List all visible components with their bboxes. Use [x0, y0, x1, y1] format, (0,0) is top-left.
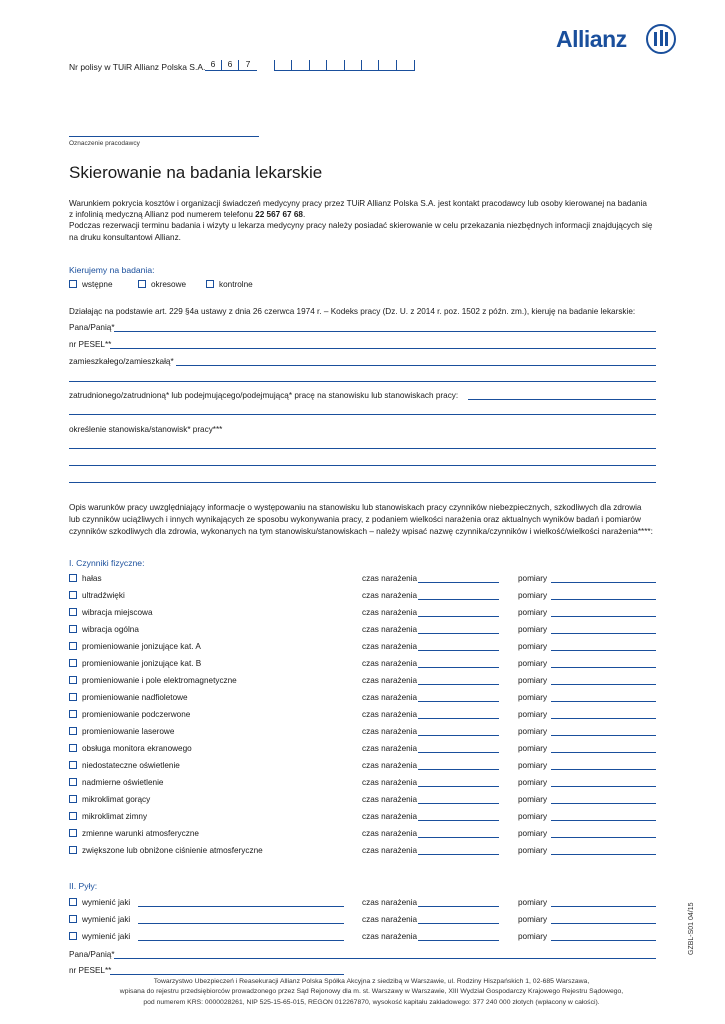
factor-row[interactable]	[69, 608, 153, 617]
measurement-field[interactable]	[551, 803, 656, 804]
dust-name-input[interactable]	[138, 923, 344, 924]
exposure-time-label: czas narażenia	[362, 591, 418, 600]
checkbox-icon[interactable]	[69, 761, 77, 769]
policy-digit: 6	[205, 60, 222, 70]
checkbox-icon[interactable]	[69, 744, 77, 752]
factor-label: promieniowanie podczerwone	[82, 710, 191, 719]
measurement-label: pomiary	[518, 932, 548, 941]
factor-label: wibracja ogólna	[82, 625, 139, 634]
measurement-label: pomiary	[518, 778, 548, 787]
checkbox-icon[interactable]	[69, 846, 77, 854]
policy-digit: 7	[245, 59, 251, 69]
factor-row[interactable]	[69, 778, 163, 787]
checkbox-icon[interactable]	[69, 727, 77, 735]
policy-number-input[interactable]	[274, 60, 415, 71]
factor-row[interactable]	[69, 744, 192, 753]
name-label: Pana/Panią*	[69, 323, 115, 332]
checkbox-icon[interactable]	[69, 915, 77, 923]
factor-row[interactable]	[69, 727, 174, 736]
employer-signature-line[interactable]	[69, 136, 259, 137]
dust-row[interactable]	[69, 898, 130, 907]
checkbox-icon[interactable]	[69, 642, 77, 650]
address-field-line2[interactable]	[69, 381, 656, 382]
exposure-time-field[interactable]	[418, 786, 499, 787]
section-physical-heading: I. Czynniki fizyczne:	[69, 558, 145, 568]
factor-label: zwiększone lub obniżone ciśnienie atmosferyczne	[82, 846, 263, 855]
factor-row[interactable]	[69, 829, 199, 838]
factor-row[interactable]	[69, 710, 190, 719]
employed-label: zatrudnionego/zatrudnioną* lub podejmującego/podejmującą* pracę na stanowisku lub stanowiskach pracy:	[69, 391, 459, 400]
exposure-time-field[interactable]	[418, 633, 499, 634]
intro-line: Warunkiem pokrycia kosztów i organizacji świadczeń medycyny pracy przez TUiR Allianz Polska S.A. jest kontakt pracodawcy lub osoby kierowanej na badania	[69, 199, 647, 208]
dust-pesel-field[interactable]	[110, 974, 344, 975]
checkbox-icon[interactable]	[69, 932, 77, 940]
conditions-line: czynników szkodliwych dla zdrowia, wykonanych na tym stanowisku/stanowiskach – należy wpisać nazwę czynnika/czynników i wielkość/wielkości narażenia****:	[69, 526, 653, 536]
section-dust-heading: II. Pyły:	[69, 881, 98, 891]
dust-row[interactable]	[69, 932, 130, 941]
exposure-time-field[interactable]	[418, 820, 499, 821]
dust-pesel-label: nr PESEL**	[69, 966, 112, 975]
footer-line: pod numerem KRS: 0000028261, NIP 525-15-65-015, REGON 012267870, wysokość kapitału zakładowego: 377 240 000 złotych (wpłacony w całości).	[143, 998, 600, 1006]
factor-label: hałas	[82, 574, 102, 583]
exposure-time-label: czas narażenia	[362, 795, 418, 804]
dust-row[interactable]	[69, 915, 130, 924]
measurement-field[interactable]	[551, 582, 656, 583]
footer-line: Towarzystwo Ubezpieczeń i Reasekuracji Allianz Polska Spółka Akcyjna z siedzibą w Warszawie, ul. Rodziny Hiszpańskich 1, 02-685 Warszawa,	[153, 978, 590, 985]
measurement-label: pomiary	[518, 642, 548, 651]
exposure-time-label: czas narażenia	[362, 846, 418, 855]
checkbox-kontrolne[interactable]: kontrolne	[206, 280, 253, 289]
measurement-field[interactable]	[551, 752, 656, 753]
address-field[interactable]	[176, 365, 656, 366]
exposure-time-label: czas narażenia	[362, 744, 418, 753]
checkbox-icon[interactable]	[69, 659, 77, 667]
exposure-time-field[interactable]	[418, 837, 499, 838]
checkbox-icon[interactable]	[69, 625, 77, 633]
intro-paragraph	[69, 198, 659, 243]
factor-label: obsługa monitora ekranowego	[82, 744, 192, 753]
measurement-label: pomiary	[518, 915, 548, 924]
dust-name-input[interactable]	[138, 940, 344, 941]
exposure-time-field[interactable]	[418, 650, 499, 651]
pesel-label: nr PESEL**	[69, 340, 112, 349]
checkbox-okresowe[interactable]: okresowe	[138, 280, 186, 289]
conditions-line: Opis warunków pracy uwzględniający informacje o występowaniu na stanowisku lub stanowiskach pracy czynników niebezpiecznych, szkodliwych dla zdrowia	[69, 503, 642, 512]
employer-caption: Oznaczenie pracodawcy	[69, 140, 140, 147]
measurement-field[interactable]	[551, 923, 656, 924]
exam-type-heading: Kierujemy na badania:	[69, 265, 155, 275]
measurement-field[interactable]	[551, 906, 656, 907]
exposure-time-label: czas narażenia	[362, 608, 418, 617]
position-field-line1[interactable]	[69, 448, 656, 449]
factor-label: nadmierne oświetlenie	[82, 778, 164, 787]
checkbox-icon[interactable]	[69, 710, 77, 718]
factor-label: promieniowanie jonizujące kat. B	[82, 659, 202, 668]
phone-number: 22 567 67 68	[255, 210, 303, 220]
exposure-time-label: czas narażenia	[362, 574, 418, 583]
exposure-time-field[interactable]	[418, 752, 499, 753]
exposure-time-field[interactable]	[418, 684, 499, 685]
factor-row[interactable]	[69, 659, 201, 668]
measurement-label: pomiary	[518, 761, 548, 770]
exposure-time-label: czas narażenia	[362, 710, 418, 719]
measurement-label: pomiary	[518, 608, 548, 617]
exposure-time-label: czas narażenia	[362, 761, 418, 770]
measurement-label: pomiary	[518, 898, 548, 907]
measurement-field[interactable]	[551, 735, 656, 736]
position-field-line2[interactable]	[69, 465, 656, 466]
dust-label: wymienić jaki	[82, 915, 131, 924]
address-label: zamieszkałego/zamieszkałą*	[69, 357, 174, 366]
measurement-field[interactable]	[551, 940, 656, 941]
measurement-field[interactable]	[551, 599, 656, 600]
measurement-label: pomiary	[518, 795, 548, 804]
pesel-field[interactable]	[110, 348, 656, 349]
intro-line: z infolinią medyczną Allianz pod numerem telefonu 22 567 67 68.	[69, 210, 306, 220]
exposure-time-field[interactable]	[418, 667, 499, 668]
measurement-field[interactable]	[551, 616, 656, 617]
checkbox-icon[interactable]	[69, 280, 77, 288]
measurement-label: pomiary	[518, 591, 548, 600]
exposure-time-field[interactable]	[418, 769, 499, 770]
factor-label: promieniowanie i pole elektromagnetyczne	[82, 676, 237, 685]
checkbox-icon[interactable]	[69, 591, 77, 599]
footer-line: wpisana do rejestru przedsiębiorców prowadzonego przez Sąd Rejonowy dla m. st. Warszawy w Warszawie, XIII Wydział Gospodarczy Krajowego Rejestru Sądowego,	[119, 988, 624, 996]
factor-label: ultradźwięki	[82, 591, 125, 600]
measurement-label: pomiary	[518, 574, 548, 583]
measurement-field[interactable]	[551, 701, 656, 702]
factor-label: promieniowanie laserowe	[82, 727, 175, 736]
measurement-field[interactable]	[551, 684, 656, 685]
factor-row[interactable]	[69, 812, 147, 821]
measurement-label: pomiary	[518, 693, 548, 702]
policy-number-label: Nr polisy w TUiR Allianz Polska S.A.	[69, 62, 206, 72]
exposure-time-field[interactable]	[418, 854, 499, 855]
policy-digit: 6	[222, 60, 239, 70]
measurement-label: pomiary	[518, 829, 548, 838]
factor-label: mikroklimat gorący	[82, 795, 151, 804]
factor-label: promieniowanie nadfioletowe	[82, 693, 188, 702]
exposure-time-label: czas narażenia	[362, 778, 418, 787]
factor-row[interactable]	[69, 846, 263, 855]
factor-row[interactable]	[69, 761, 180, 770]
measurement-field[interactable]	[551, 854, 656, 855]
checkbox-icon[interactable]	[69, 898, 77, 906]
exposure-time-label: czas narażenia	[362, 693, 418, 702]
factor-label: zmienne warunki atmosferyczne	[82, 829, 199, 838]
exposure-time-label: czas narażenia	[362, 812, 418, 821]
intro-line: Podczas rezerwacji terminu badania i wizyty u lekarza medycyny pracy należy posiadać skierowanie w celu przekazania niezbędnych informacji znajdujących się	[69, 221, 653, 231]
checkbox-icon[interactable]	[69, 574, 77, 582]
employed-field-line2[interactable]	[69, 414, 656, 415]
checkbox-icon[interactable]	[69, 608, 77, 616]
factor-label: promieniowanie jonizujące kat. A	[82, 642, 201, 651]
exposure-time-label: czas narażenia	[362, 676, 418, 685]
factor-label: niedostateczne oświetlenie	[82, 761, 180, 770]
exposure-time-field[interactable]	[418, 735, 499, 736]
measurement-field[interactable]	[551, 718, 656, 719]
factor-label: mikroklimat zimny	[82, 812, 148, 821]
exposure-time-label: czas narażenia	[362, 727, 418, 736]
exposure-time-field[interactable]	[418, 940, 499, 941]
exposure-time-field[interactable]	[418, 701, 499, 702]
footer-legal	[69, 977, 674, 1008]
factor-row[interactable]	[69, 625, 139, 634]
exposure-time-field[interactable]	[418, 718, 499, 719]
factor-row[interactable]	[69, 642, 201, 651]
measurement-field[interactable]	[551, 650, 656, 651]
position-label: określenie stanowiska/stanowisk* pracy***	[69, 425, 223, 434]
factor-row[interactable]	[69, 693, 188, 702]
intro-line: na druku konsultantowi Allianz.	[69, 232, 181, 242]
measurement-label: pomiary	[518, 846, 548, 855]
dust-label: wymienić jaki	[82, 932, 131, 941]
checkbox-icon[interactable]	[69, 676, 77, 684]
measurement-field[interactable]	[551, 820, 656, 821]
page-title: Skierowanie na badania lekarskie	[69, 163, 323, 182]
checkbox-icon[interactable]	[138, 280, 146, 288]
exposure-time-field[interactable]	[418, 582, 499, 583]
employed-field[interactable]	[468, 399, 656, 400]
exposure-time-field[interactable]	[418, 803, 499, 804]
exposure-time-label: czas narażenia	[362, 642, 418, 651]
legal-basis-text: Działając na podstawie art. 229 §4a ustawy z dnia 26 czerwca 1974 r. – Kodeks pracy (Dz. U. z 2014 r. poz. 1502 z późn. zm.), kieruję na badanie lekarskie:	[69, 307, 636, 316]
form-code: GZBL-S01 04/15	[688, 902, 695, 955]
checkbox-wstepne[interactable]: wstępne	[69, 280, 113, 289]
measurement-label: pomiary	[518, 727, 548, 736]
checkbox-icon[interactable]	[206, 280, 214, 288]
measurement-label: pomiary	[518, 676, 548, 685]
exposure-time-label: czas narażenia	[362, 932, 418, 941]
measurement-field[interactable]	[551, 786, 656, 787]
conditions-paragraph	[69, 502, 659, 537]
measurement-label: pomiary	[518, 710, 548, 719]
factor-row[interactable]	[69, 676, 237, 685]
factor-row[interactable]	[69, 574, 102, 583]
exposure-time-field[interactable]	[418, 616, 499, 617]
measurement-label: pomiary	[518, 744, 548, 753]
checkbox-icon[interactable]	[69, 778, 77, 786]
checkbox-icon[interactable]	[69, 693, 77, 701]
measurement-field[interactable]	[551, 667, 656, 668]
exposure-time-label: czas narażenia	[362, 898, 418, 907]
measurement-field[interactable]	[551, 837, 656, 838]
dust-name-input[interactable]	[138, 906, 344, 907]
conditions-line: lub czynników uciążliwych i innych wynikających ze sposobu wykonywania pracy, z podaniem wielkości narażenia oraz aktualnych wyników badań i pomiarów	[69, 514, 641, 524]
exposure-time-label: czas narażenia	[362, 625, 418, 634]
factor-row[interactable]	[69, 591, 125, 600]
dust-name-field[interactable]	[114, 958, 656, 959]
exposure-time-label: czas narażenia	[362, 659, 418, 668]
checkbox-icon[interactable]	[69, 812, 77, 820]
name-field[interactable]	[114, 331, 656, 332]
factor-label: wibracja miejscowa	[82, 608, 153, 617]
exposure-time-field[interactable]	[418, 923, 499, 924]
position-field-line3[interactable]	[69, 482, 656, 483]
policy-prefix-field	[205, 60, 257, 71]
factor-row[interactable]	[69, 795, 150, 804]
measurement-label: pomiary	[518, 625, 548, 634]
exposure-time-field[interactable]	[418, 599, 499, 600]
measurement-label: pomiary	[518, 812, 548, 821]
measurement-label: pomiary	[518, 659, 548, 668]
exposure-time-label: czas narażenia	[362, 915, 418, 924]
allianz-logo-text: Allianz	[556, 26, 627, 52]
dust-name-label: Pana/Panią*	[69, 950, 115, 959]
allianz-eagle-icon	[646, 24, 676, 54]
checkbox-icon[interactable]	[69, 829, 77, 837]
measurement-field[interactable]	[551, 633, 656, 634]
measurement-field[interactable]	[551, 769, 656, 770]
exposure-time-label: czas narażenia	[362, 829, 418, 838]
checkbox-icon[interactable]	[69, 795, 77, 803]
exposure-time-field[interactable]	[418, 906, 499, 907]
dust-label: wymienić jaki	[82, 898, 131, 907]
